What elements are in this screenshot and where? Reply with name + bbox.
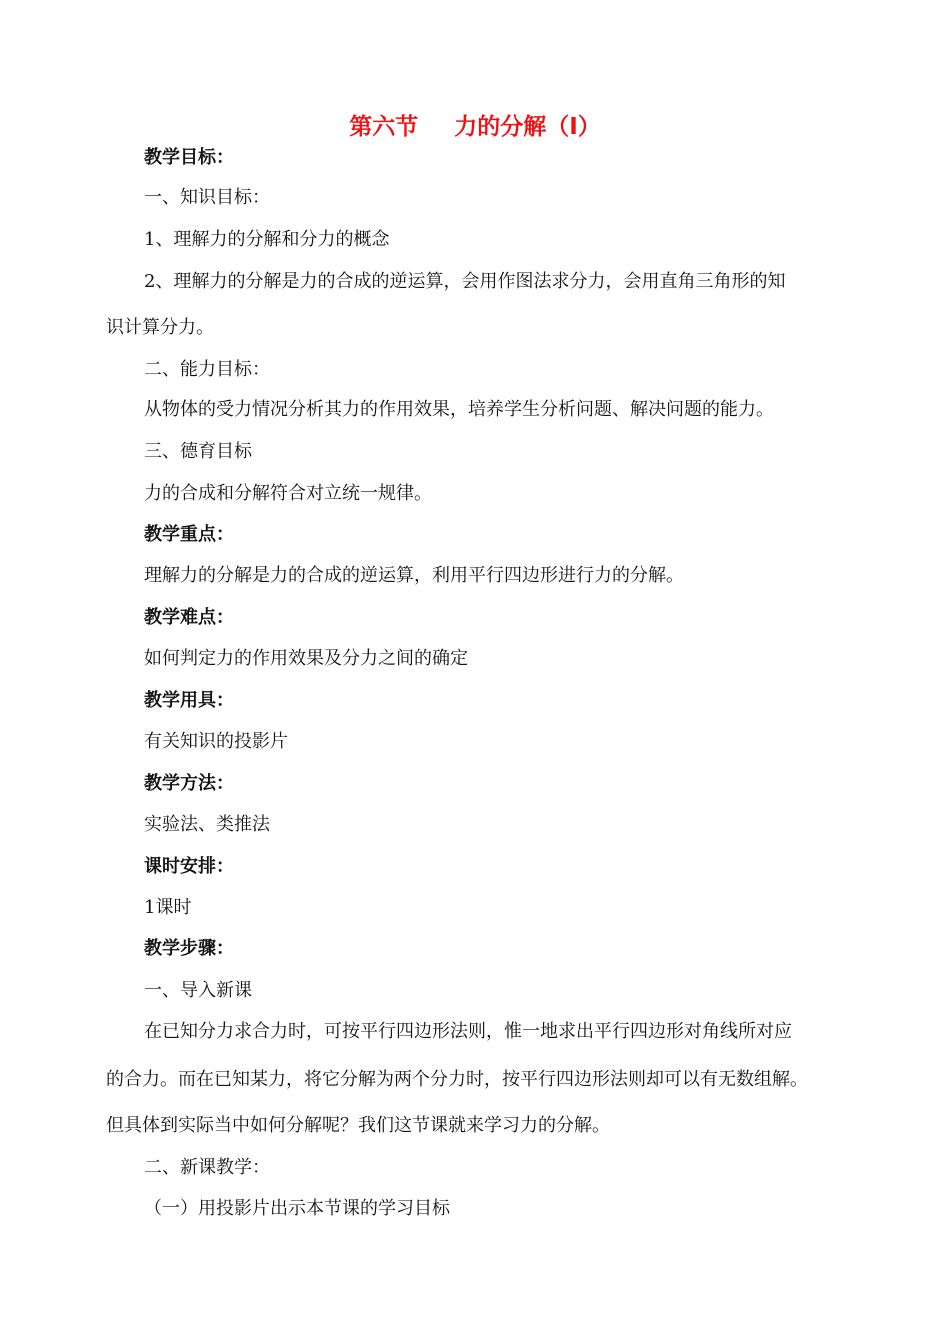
title-section-number: 第六节: [349, 114, 419, 140]
moral-goals-heading: 三、德育目标: [144, 441, 252, 462]
intro-paragraph-line2: 的合力。而在已知某力，将它分解为两个分力时，按平行四边形法则却可以有无数组解。: [106, 1069, 808, 1090]
intro-paragraph-line1: 在已知分力求合力时，可按平行四边形法则，惟一地求出平行四边形对角线所对应: [144, 1021, 792, 1042]
new-lesson-sub1: （一）用投影片出示本节课的学习目标: [144, 1198, 450, 1219]
knowledge-goal-2-line2: 识计算分力。: [106, 317, 214, 338]
page-title: [0, 112, 950, 142]
title-topic: 力的分解（I）: [454, 114, 601, 140]
intro-heading: 一、导入新课: [144, 980, 252, 1001]
moral-goals-text: 力的合成和分解符合对立统一规律。: [144, 483, 432, 504]
key-points-text: 理解力的分解是力的合成的逆运算，利用平行四边形进行力的分解。: [144, 565, 684, 586]
new-lesson-heading: 二、新课教学：: [144, 1157, 270, 1178]
ability-goals-text: 从物体的受力情况分析其力的作用效果，培养学生分析问题、解决问题的能力。: [144, 399, 774, 420]
steps-heading: 教学步骤：: [144, 938, 234, 959]
methods-heading: 教学方法：: [144, 773, 234, 794]
goals-heading: 教学目标：: [144, 147, 234, 168]
methods-text: 实验法、类推法: [144, 814, 270, 835]
knowledge-goal-1: 1、理解力的分解和分力的概念: [144, 229, 390, 250]
difficulties-text: 如何判定力的作用效果及分力之间的确定: [144, 648, 468, 669]
schedule-text: 1课时: [144, 897, 192, 918]
schedule-heading: 课时安排：: [144, 856, 234, 877]
difficulties-heading: 教学难点：: [144, 607, 234, 628]
intro-paragraph-line3: 但具体到实际当中如何分解呢？我们这节课就来学习力的分解。: [106, 1115, 610, 1136]
ability-goals-heading: 二、能力目标：: [144, 359, 270, 380]
tools-text: 有关知识的投影片: [144, 731, 288, 752]
key-points-heading: 教学重点：: [144, 524, 234, 545]
knowledge-goals-heading: 一、知识目标：: [144, 187, 270, 208]
tools-heading: 教学用具：: [144, 690, 234, 711]
knowledge-goal-2-line1: 2、理解力的分解是力的合成的逆运算，会用作图法求分力，会用直角三角形的知: [144, 271, 786, 292]
